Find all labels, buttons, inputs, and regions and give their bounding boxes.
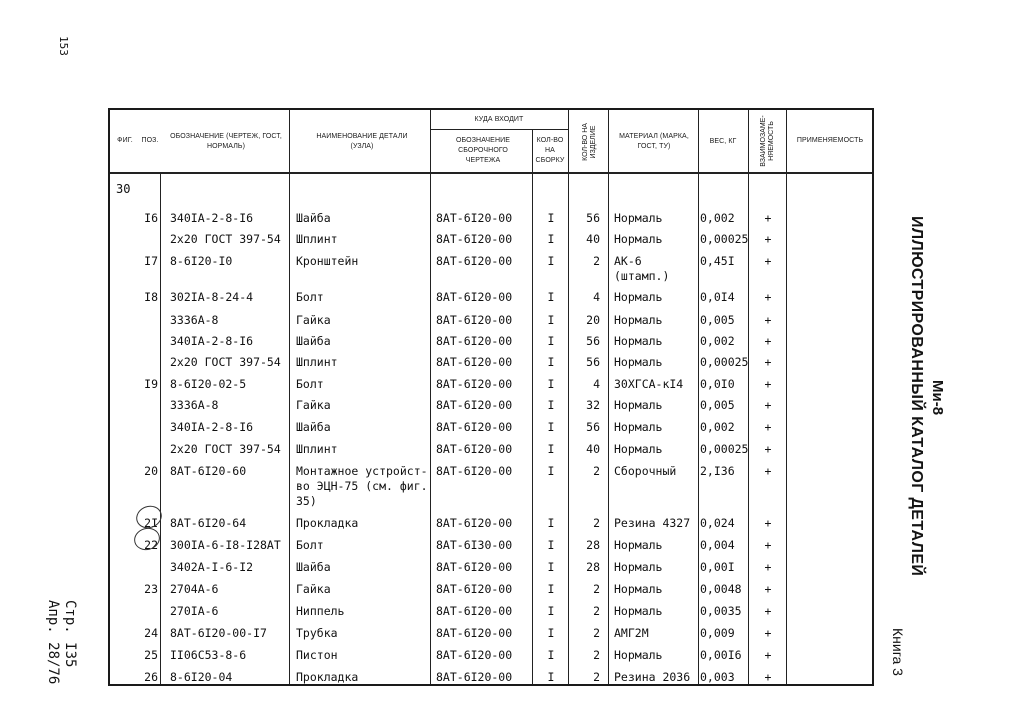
cell-pos: I7 [144,254,158,268]
cell-interchange: + [764,355,772,369]
cell-name: Прокладка [296,516,359,530]
cell-name: Гайка [296,398,331,412]
cell-qty-asm: I [547,516,555,530]
cell-assembly: 8AT-6I20-00 [436,420,513,434]
cell-qty-item: 28 [586,538,600,552]
cell-assembly: 8AT-6I20-00 [436,334,513,348]
page-reference-line2: Апр. 28/76 [45,600,61,685]
cell-material: 30ХГСА-кI4 [614,377,684,391]
cell-assembly: 8AT-6I20-00 [436,211,513,225]
cell-interchange: + [764,538,772,552]
cell-assembly: 8AT-6I20-00 [436,604,513,618]
cell-qty-asm: I [547,648,555,662]
page-reference-line1: Стр. I35 [62,600,78,668]
cell-material: Нормаль [614,420,663,434]
cell-interchange: + [764,420,772,434]
cell-qty-asm: I [547,334,555,348]
cell-name: Гайка [296,582,331,596]
cell-interchange: + [764,516,772,530]
cell-assembly: 8AT-6I20-00 [436,626,513,640]
cell-designation: 340IA-2-8-I6 [170,334,254,348]
cell-designation: 8AT-6I20-00-I7 [170,626,267,640]
table-row [110,351,872,373]
table-row [110,286,872,309]
cell-pos: 20 [144,464,158,478]
cell-name: Гайка [296,313,331,327]
cell-name: Шайба [296,334,331,348]
table-row [110,330,872,351]
cell-qty-item: 40 [586,232,600,246]
cell-pos: 25 [144,648,158,662]
side-title [928,380,946,415]
cell-designation: 300IA-6-I8-I28AT [170,538,281,552]
cell-material: АМГ2М [614,626,649,640]
cell-assembly: 8AT-6I20-00 [436,442,513,456]
cell-qty-item: 20 [586,313,600,327]
cell-weight: 0,004 [700,538,735,552]
table-row [110,600,872,622]
cell-qty-asm: I [547,313,555,327]
cell-designation: 340IA-2-8-I6 [170,211,254,225]
table-row [110,460,872,512]
cell-qty-asm: I [547,582,555,596]
cell-assembly: 8AT-6I20-00 [436,648,513,662]
cell-assembly: 8AT-6I20-00 [436,398,513,412]
cell-weight: 0,003 [700,670,735,684]
cell-weight: 0,024 [700,516,735,530]
cell-interchange: + [764,290,772,304]
cell-material: Резина 2036 [614,670,691,684]
cell-name: Шплинт [296,232,338,246]
cell-weight: 0,0035 [700,604,742,618]
cell-designation: 270IA-6 [170,604,219,618]
table-row [110,373,872,394]
table-row [110,622,872,644]
cell-weight: 0,005 [700,313,735,327]
cell-assembly: 8AT-6I20-00 [436,670,513,684]
table-row [110,512,872,534]
cell-weight: 0,45I [700,254,735,268]
cell-interchange: + [764,398,772,412]
cell-designation: 2x20 ГОСТ 397-54 [170,355,281,369]
cell-name: Болт [296,290,324,304]
cell-interchange: + [764,334,772,348]
cell-interchange: + [764,211,772,225]
table-row [110,250,872,286]
cell-weight: 0,00025 [700,355,749,369]
cell-name: Пистон [296,648,338,662]
cell-designation: 8AT-6I20-60 [170,464,247,478]
cell-assembly: 8AT-6I20-00 [436,516,513,530]
cell-designation: 2704A-6 [170,582,219,596]
cell-qty-item: 4 [593,290,600,304]
cell-qty-item: 56 [586,355,600,369]
cell-material: Нормаль [614,355,663,369]
cell-designation: 3336A-8 [170,398,219,412]
cell-weight: 0,005 [700,398,735,412]
cell-interchange: + [764,464,772,478]
cell-material: Нормаль [614,604,663,618]
cell-weight: 0,00025 [700,442,749,456]
cell-assembly: 8AT-6I20-00 [436,582,513,596]
cell-qty-item: 56 [586,420,600,434]
header-qty-assembly: КОЛ-ВО НА СБОРКУ [535,137,565,164]
cell-designation: 302IA-8-24-4 [170,290,254,304]
cell-qty-asm: I [547,442,555,456]
cell-qty-item: 2 [593,582,600,596]
table-row [110,309,872,330]
cell-weight: 0,00I6 [700,648,742,662]
cell-interchange: + [764,648,772,662]
cell-assembly: 8AT-6I30-00 [436,538,513,552]
cell-material: Нормаль [614,334,663,348]
table-row [110,207,872,228]
cell-qty-asm: I [547,254,555,268]
figure-number: 30 [116,182,131,196]
cell-qty-asm: I [547,290,555,304]
cell-material: Резина 4327 [614,516,691,530]
header-designation: ОБОЗНАЧЕНИЕ (ЧЕРТЕЖ, ГОСТ, НОРМАЛЬ) [170,133,282,150]
cell-designation: 3402A-I-6-I2 [170,560,254,574]
cell-weight: 0,0I4 [700,290,735,304]
header-material: МАТЕРИАЛ (МАРКА, ГОСТ, ТУ) [619,133,689,150]
cell-qty-item: 56 [586,334,600,348]
cell-assembly: 8AT-6I20-00 [436,560,513,574]
cell-material: Нормаль [614,211,663,225]
cell-pos: I9 [144,377,158,391]
cell-pos: 24 [144,626,158,640]
table-row [110,578,872,600]
cell-assembly: 8AT-6I20-00 [436,290,513,304]
cell-assembly: 8AT-6I20-00 [436,355,513,369]
cell-pos: 26 [144,670,158,684]
cell-weight: 0,00I [700,560,735,574]
cell-material: Нормаль [614,398,663,412]
cell-material: Нормаль [614,313,663,327]
table-row [110,534,872,556]
cell-designation: 3336A-8 [170,313,219,327]
cell-pos: 2I [144,516,158,530]
cell-material: Нормаль [614,560,663,574]
header-assembly: ОБОЗНАЧЕНИЕ СБОРОЧНОГО ЧЕРТЕЖА [456,137,510,164]
cell-qty-asm: I [547,560,555,574]
table-row [110,228,872,250]
table-row [110,666,872,688]
cell-interchange: + [764,560,772,574]
cell-designation: II06C53-8-6 [170,648,247,662]
cell-qty-item: 4 [593,377,600,391]
header-applicability: ПРИМЕНЯЕМОСТЬ [796,137,864,144]
cell-name: Болт [296,538,324,552]
cell-qty-asm: I [547,626,555,640]
cell-qty-asm: I [547,670,555,684]
page-reference [44,600,78,684]
table-row [110,556,872,578]
cell-qty-item: 32 [586,398,600,412]
cell-material: Нормаль [614,648,663,662]
cell-qty-item: 56 [586,211,600,225]
header-name: НАИМЕНОВАНИЕ ДЕТАЛИ (УЗЛА) [316,133,408,150]
header-weight: ВЕС, КГ [709,138,737,145]
cell-interchange: + [764,442,772,456]
cell-assembly: 8AT-6I20-00 [436,377,513,391]
cell-weight: 2,I36 [700,464,735,478]
table-row [110,416,872,438]
cell-name: Трубка [296,626,338,640]
cell-designation: 8-6I20-I0 [170,254,233,268]
cell-weight: 0,009 [700,626,735,640]
page-number: 153 [57,36,70,56]
cell-weight: 0,0048 [700,582,742,596]
cell-designation: 340IA-2-8-I6 [170,420,254,434]
cell-interchange: + [764,604,772,618]
cell-designation: 8-6I20-02-5 [170,377,247,391]
cell-pos: 23 [144,582,158,596]
cell-name: Шплинт [296,355,338,369]
cell-qty-item: 2 [593,626,600,640]
cell-pos: I8 [144,290,158,304]
header-pos: ПОЗ. [141,137,159,144]
cell-name: Прокладка [296,670,359,684]
cell-material: Нормаль [614,290,663,304]
cell-qty-asm: I [547,464,555,478]
cell-weight: 0,00025 [700,232,749,246]
cell-qty-asm: I [547,355,555,369]
cell-designation: 2x20 ГОСТ 397-54 [170,232,281,246]
cell-name: Ниппель [296,604,345,618]
cell-pos: 22 [144,538,158,552]
side-title-model: Ми-8 [929,380,946,416]
table-row [110,644,872,666]
cell-material: Сборочный [614,464,677,478]
cell-material: Нормаль [614,538,663,552]
cell-qty-item: 2 [593,254,600,268]
cell-qty-asm: I [547,377,555,391]
cell-weight: 0,002 [700,420,735,434]
cell-name: Кронштейн [296,254,359,268]
cell-qty-item: 2 [593,516,600,530]
cell-weight: 0,002 [700,334,735,348]
cell-qty-item: 40 [586,442,600,456]
cell-interchange: + [764,582,772,596]
cell-qty-item: 28 [586,560,600,574]
cell-weight: 0,0I0 [700,377,735,391]
cell-qty-item: 2 [593,464,600,478]
cell-interchange: + [764,626,772,640]
cell-qty-item: 2 [593,604,600,618]
cell-interchange: + [764,232,772,246]
table-row [110,438,872,460]
cell-designation: 2x20 ГОСТ 397-54 [170,442,281,456]
cell-material: АК-6 (штамп.) [614,254,670,283]
cell-pos: I6 [144,211,158,225]
cell-assembly: 8AT-6I20-00 [436,464,513,478]
cell-assembly: 8AT-6I20-00 [436,254,513,268]
cell-interchange: + [764,313,772,327]
cell-interchange: + [764,254,772,268]
cell-qty-asm: I [547,398,555,412]
cell-interchange: + [764,670,772,684]
cell-qty-asm: I [547,420,555,434]
side-title-catalog: ИЛЛЮСТРИРОВАННЫЙ КАТАЛОГ ДЕТАЛЕЙ [908,216,925,577]
header-where: КУДА ВХОДИТ [474,116,524,123]
header-fig: ФИГ. [117,137,133,144]
header-qty-item: КОЛ-ВО НА ИЗДЕЛИЕ [582,123,597,161]
cell-qty-asm: I [547,604,555,618]
parts-table [108,108,874,686]
cell-interchange: + [764,377,772,391]
cell-name: Шайба [296,560,331,574]
cell-name: Шайба [296,420,331,434]
table-row [110,394,872,416]
cell-designation: 8-6I20-04 [170,670,233,684]
book-label: Книга 3 [890,628,906,676]
cell-name: Шайба [296,211,331,225]
header-interchange: ВЗАИМОЗАМЕ-НЯЕМОСТЬ [760,115,775,167]
cell-assembly: 8AT-6I20-00 [436,313,513,327]
cell-qty-asm: I [547,232,555,246]
cell-qty-item: 2 [593,670,600,684]
cell-name: Болт [296,377,324,391]
cell-designation: 8AT-6I20-64 [170,516,247,530]
cell-qty-asm: I [547,211,555,225]
cell-assembly: 8AT-6I20-00 [436,232,513,246]
cell-qty-item: 2 [593,648,600,662]
cell-name: Шплинт [296,442,338,456]
cell-material: Нормаль [614,582,663,596]
cell-material: Нормаль [614,442,663,456]
cell-weight: 0,002 [700,211,735,225]
cell-material: Нормаль [614,232,663,246]
cell-name: Монтажное устройст-во ЭЦН-75 (см. фиг. 35) [296,464,428,508]
cell-qty-asm: I [547,538,555,552]
